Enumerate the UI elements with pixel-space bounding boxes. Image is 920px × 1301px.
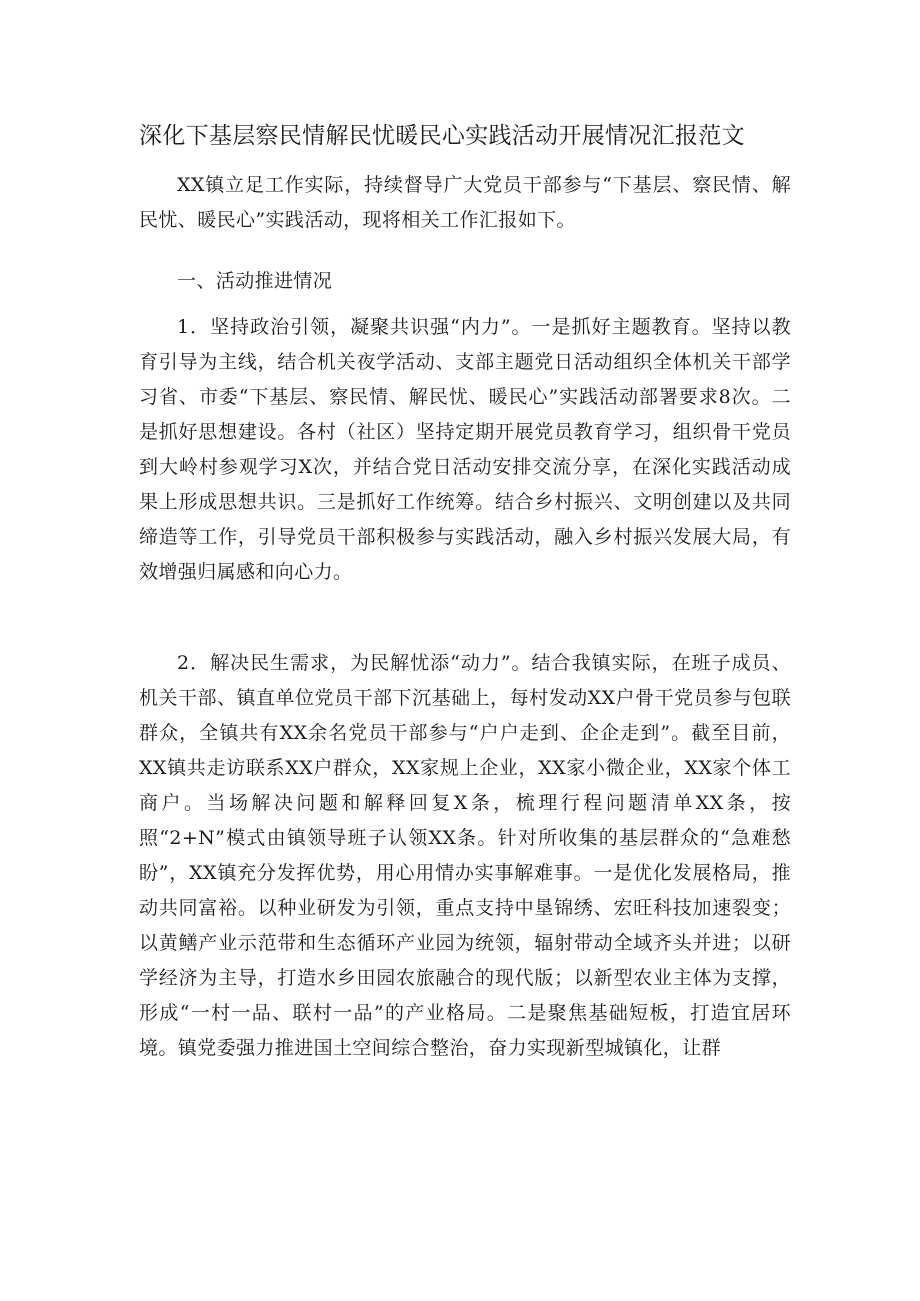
section-heading: 一、活动推进情况: [177, 270, 333, 292]
paragraph-item-1: 1．坚持政治引领，凝聚共识强“内力”。一是抓好主题教育。坚持以教育引导为主线，结合机关夜学活动、支部主题党日活动组织全体机关干部学习省、市委“下基层、察民情、解民忧、暖民心”实践活动部署要求8次。二是抓好思想建设。各村（社区）坚持定期开展党员教育学习，组织骨干党员到大岭村参观学习X次，并结合党日活动安排交流分享，在深化实践活动成果上形成思想共识。三是抓好工作统筹。结合乡村振兴、文明创建以及共同缔造等工作，引导党员干部积极参与实践活动，融入乡村振兴发展大局，有效增强归属感和向心力。: [139, 316, 791, 583]
document-title: 深化下基层察民情解民忧暖民心实践活动开展情况汇报范文: [139, 123, 745, 149]
paragraph-item-2: 2．解决民生需求，为民解忧添“动力”。结合我镇实际，在班子成员、机关干部、镇直单位党员干部下沉基础上，每村发动XX户骨干党员参与包联群众，全镇共有XX余名党员干部参与“户户走到、企企走到”。截至目前，XX镇共走访联系XX户群众，XX家规上企业，XX家小微企业，XX家个体工商户。当场解决问题和解释回复X条，梳理行程问题清单XX条，按照“2+N”模式由镇领导班子认领XX条。针对所收集的基层群众的“急难愁盼”，XX镇充分发挥优势，用心用情办实事解难事。一是优化发展格局，推动共同富裕。以种业研发为引领，重点支持中垦锦绣、宏旺科技加速裂变；以黄鳝产业示范带和生态循环产业园为统领，辐射带动全域齐头并进；以研学经济为主导，打造水乡田园农旅融合的现代版；以新型农业主体为支撑，形成“一村一品、联村一品”的产业格局。二是聚焦基础短板，打造宜居环境。镇党委强力推进国土空间综合整治，奋力实现新型城镇化，让群: [139, 652, 791, 1059]
intro-paragraph: XX镇立足工作实际，持续督导广大党员干部参与“下基层、察民情、解民忧、暖民心”实践活动，现将相关工作汇报如下。: [139, 174, 791, 231]
